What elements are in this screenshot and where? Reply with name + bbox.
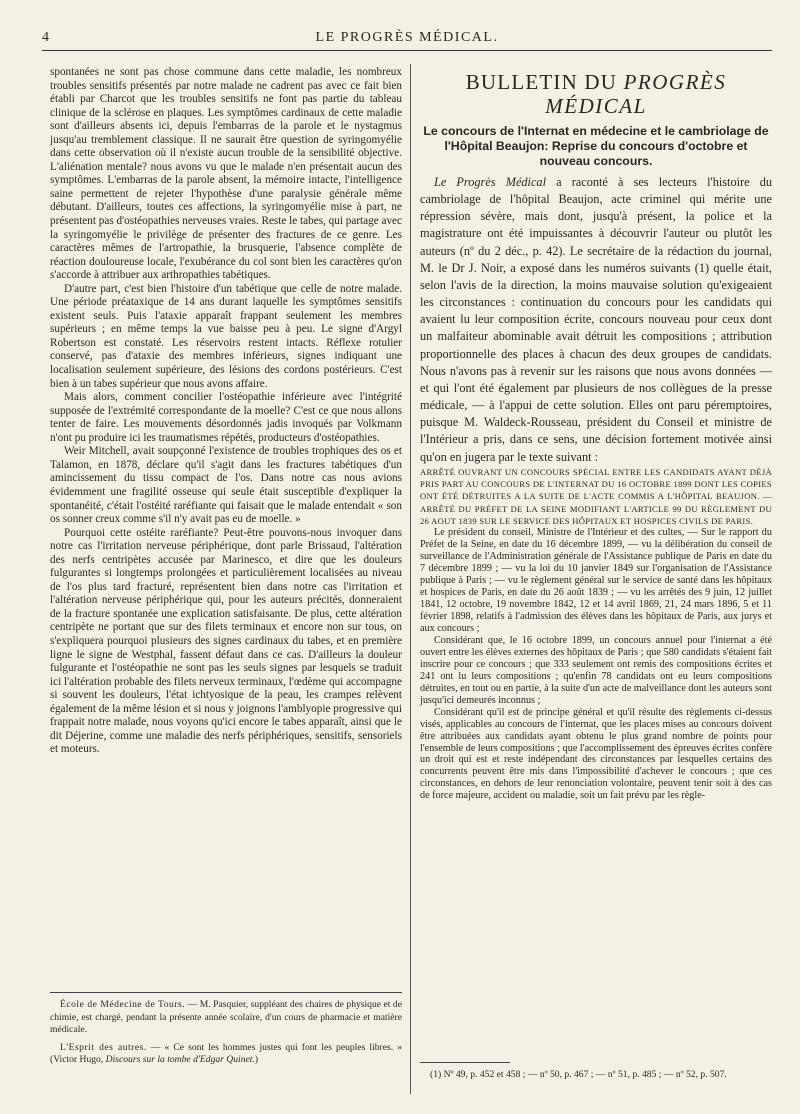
decree-heading: ARRÊTÉ OUVRANT UN CONCOURS SPÉCIAL ENTRE LES CANDIDATS AYANT DÉJÀ PRIS PART AU CONCOURS DE L'INTERNAT DU 16 OCTOBRE 1899 DONT LES COPIES ONT ÉTÉ DÉTRUITES A LA SUITE DE L'ACTE COMMIS A L'HÔPITAL BEAUJON. — ARRÊTÉ DU PRÉFET DE LA SEINE MODIFIANT L'ARTICLE 99 DU RÈGLEMENT DU 26 AOUT 1839 SUR LE SERVICE DES HÔPITAUX ET HOSPICES CIVILS DE PARIS. [420,466,772,527]
news-item-text: — « Ce sont les hommes justes qui font les peuples libres. » (Victor Hugo, [50,1041,402,1066]
news-item-tours [50,999,402,1037]
article-paragraph: Weir Mitchell, avait soupçonné l'existence de troubles trophiques des os et Talamon, en 1878, déclare qu'il s'agit dans les fractures tabétiques d'un amincissement du tissu compact de l'os. Dans notre cas nous avions évidemment une fragilité osseuse qui seule était susceptible d'expliquer la spontanéité, c'était l'ostéité raréfiante qui faisait que le malade entendait « son os sonner creux comme s'il n'y avait pas eu de moelle. » [50,445,402,526]
news-item-text: — M. Pasquier, suppléant des chaires de physique et de chimie, est chargé, pendant la présente année scolaire, d'un cours de pharmacie et matière médicale. [50,999,402,1036]
bulletin-title [420,70,772,118]
decree-text [420,527,772,802]
news-item-esprit: L'Esprit des autres. — « Ce sont les hommes justes qui font les peuples libres. » (Victor Hugo, Discours sur la tombe d'Edgar Quinet.) [50,1041,402,1066]
decree-paragraph: Considérant qu'il est de principe général et qu'il résulte des règlements ci-dessus visés, applicables au concours de l'internat, que les places mises au concours doivent être attribuées aux candidats ayant obtenu le plus grand nombre de points pour l'ensemble de leurs compositions ; que l'accomplissement des épreuves écrites confère un droit qui est et reste indépendant des circonstances par lesquelles certains des concurrents peuvent être mis dans l'impossibilité d'achever le concours ; que ces circonstances, en dehors de leur renonciation volontaire, peuvent tenir soit à des cas de force majeure, accident ou maladie, soit un fait prévu par les règle- [420,706,772,802]
page-number: 4 [42,30,49,45]
article-paragraph: D'autre part, c'est bien l'histoire d'un tabétique que celle de notre malade. Une période préataxique de 14 ans durant laquelle les symptômes sensitifs existent seuls. Puis l'ataxie apparaît frappant seulement les membres supérieurs ; en même temps la vue baisse peu à peu. Le signe d'Argyl Robertson est constaté. Les réservoirs restent intacts. Réflexe rotulier conservé, pas d'ataxie des membres inférieurs, signes indiquant une localisation seulement supérieure, des lésions des cordons postérieurs. C'est bien à un tabes supérieur que nous avons affaire. [50,282,402,390]
column-divider [410,64,411,1094]
article-intro [420,174,772,466]
page-header [42,28,772,51]
footnote-divider [420,1062,510,1063]
article-paragraph: Mais alors, comment concilier l'ostéopathie inférieure avec l'intégrité supposée de l'extrémité correspondante de la moelle? C'est ce que nous allons tenter de faire. Les mouvements désordonnés jadis invoqués par Volkmann n'ont pu produire ici les traumatismes répétés, producteurs d'ostéopathies. [50,391,402,444]
left-column [50,66,402,757]
article-paragraph: spontanées ne sont pas chose commune dans cette maladie, les nombreux troubles sensitifs présentés par notre malade ne cadrent pas avec ce fait bien établi par Charcot que les troubles sensitifs ne font pas partie du tableau clinique de la sclérose en plaques. Les symptômes cardinaux de cette maladie sont d'ailleurs absents ici, depuis l'embarras de la parole et le nystagmus jusqu'au tremblement classique. Il ne saurait être question de syringomyélie dans cette observation où il n'existe aucun trouble de la sensibilité objective. L'aliénation mentale? nous avons vu que le malade n'en présentait aucun des symptômes. L'embarras de la parole absent, la mémoire intacte, l'intelligence saine permettent de rejeter l'hypothèse d'une paralysie générale même débutant. D'ailleurs, toutes ces affections, la syringomyélie mise à part, ne présentent pas d'ostéopathies nerveuses vraies. Reste le tabes, qui partage avec la syringomyélie le privilège de présenter des fractures de ce genre. Les caractères mêmes de l'artropathie, la brusquerie, l'absence complète de réaction douloureuse locale, l'exubérance du col sont bien les caractères qu'on s'accorde à attribuer aux arthropathies tabétiques. [50,66,402,282]
news-item-title: École de Médecine de Tours. [60,999,186,1010]
news-item-title: L'Esprit des autres. [60,1041,147,1053]
intro-paragraph [420,174,772,466]
bulletin-title-prefix: BULLETIN DU [465,70,618,94]
decree-paragraph: Le président du conseil, Ministre de l'Intérieur et des cultes, — Sur le rapport du Préfet de la Seine, en date du 16 décembre 1899, — vu la délibération du conseil de surveillance de l'Administration générale de l'Assistance publique de Paris en date du 7 décembre 1899 ; — vu la loi du 10 janvier 1849 sur l'organisation de l'Assistance publique à Paris ; — vu le règlement général sur le service de santé dans les hôpitaux et hospices de Paris, en date du 26 août 1839 ; — vu les arrêtés des 9 juin, 12 juillet 1841, 12 octobre, 19 novembre 1842, 12 et 14 avril 1869, 21, 24 mars 1896, 5 et 11 février 1898, relatifs à l'admission des élèves dans les hôpitaux de Paris, aux jurys et aux concours ; [420,527,772,634]
intro-text: a raconté à ses lecteurs l'histoire du cambriolage de l'hôpital Beaujon, acte criminel qui mérite une répression sévère, mais dont, jusqu'à présent, la police et la magistrature ont été impuissantes à découvrir l'auteur ou plutôt les auteurs (nº du 2 déc., p. 42). Le secrétaire de la rédaction du journal, M. le Dr J. Noir, a exposé dans les numéros suivants (1) quelle était, selon l'avis de la direction, la moins mauvaise solution qu'exigeaient les circonstances : continuation du concours pour les candidats qui avaient lu leur composition écrite, concours nouveau pour ceux dont un malfaiteur abominable avait détruit les compositions ; attribution proportionnelle des places à chacun des deux groupes de candidats. Nous n'avons pas à revenir sur les raisons que nous avons données — et qui l'ont été également par plusieurs de nos collègues de la presse médicale, — à l'appui de cette solution. Elles ont paru péremptoires, puisque M. Waldeck-Rousseau, président du Conseil et ministre de l'Intérieur a pris, dans ce sens, une décision fortement motivée ainsi qu'on en jugera par le texte suivant : [420,175,772,464]
article-paragraph: Pourquoi cette ostéite raréfiante? Peut-être pouvons-nous invoquer dans notre cas l'irritation nerveuse périphérique, dont parle Brissaud, l'altération des nerfs centripètes accusée par Marinesco, et dire que les douleurs fulgurantes si longtemps prolongées et particulièrement localisées au niveau de l'os plus tard fracturé, représentent bien dans notre cas l'irritation et l'altération nerveuse périphérique qui, pour les auteurs précités, donneraient de la fracture spontanée une explication satisfaisante. De plus, cette altération centripète ne portant que sur des filets terminaux et encore non sur tous, on s'expliquera pourquoi plusieurs des signes cardinaux du tabes, et en première ligne le signe de Westphal, fassent défaut dans ce cas. D'ailleurs la douleur fulgurante et l'ostéopathie ne sont pas les seuls signes par lesquels se traduit ici l'altération probable des filets nerveux terminaux, l'œdème qui accompagne si souvent les douleurs, l'état ichtyosique de la peau, les crampes relèvent également de la même lésion et si nous y joignons l'amblyopie progressive qui frappait notre malade, nous voyons qu'ici encore le tabes apparaît, ainsi que le dit Déjerine, comme une maladie des nerfs périphériques, sensitifs, sensoriels et moteurs. [50,526,402,756]
left-notes [50,999,402,1072]
running-title: LE PROGRÈS MÉDICAL. [315,30,499,45]
notes-divider [50,992,402,993]
bulletin-title-journal: PROGRÈS MÉDICAL [545,70,727,118]
right-column [420,66,772,802]
footnote: (1) Nº 49, p. 452 et 458 ; — nº 50, p. 467 ; — nº 51, p. 485 ; — nº 52, p. 507. [430,1069,727,1080]
article-headline: Le concours de l'Internat en médecine et le cambriolage de l'Hôpital Beaujon: Reprise du concours d'octobre et nouveau concours. [423,124,769,168]
quote-source: Discours sur la tombe d'Edgar Quinet. [105,1054,255,1066]
journal-name: Le Progrès Médical [434,175,546,189]
decree-paragraph: Considérant que, le 16 octobre 1899, un concours annuel pour l'internat a été ouvert entre les élèves externes des hôpitaux de Paris ; que 580 candidats s'étaient fait inscrire pour ce concours ; que 333 seulement ont remis des compositions écrites et 241 ont lu leurs compositions ; qu'enfin 78 candidats ont eu leurs compositions détruites, en tout ou en partie, à la suite d'un acte de malveillance dont les auteurs sont jusqu'ici demeurés inconnus ; [420,634,772,706]
